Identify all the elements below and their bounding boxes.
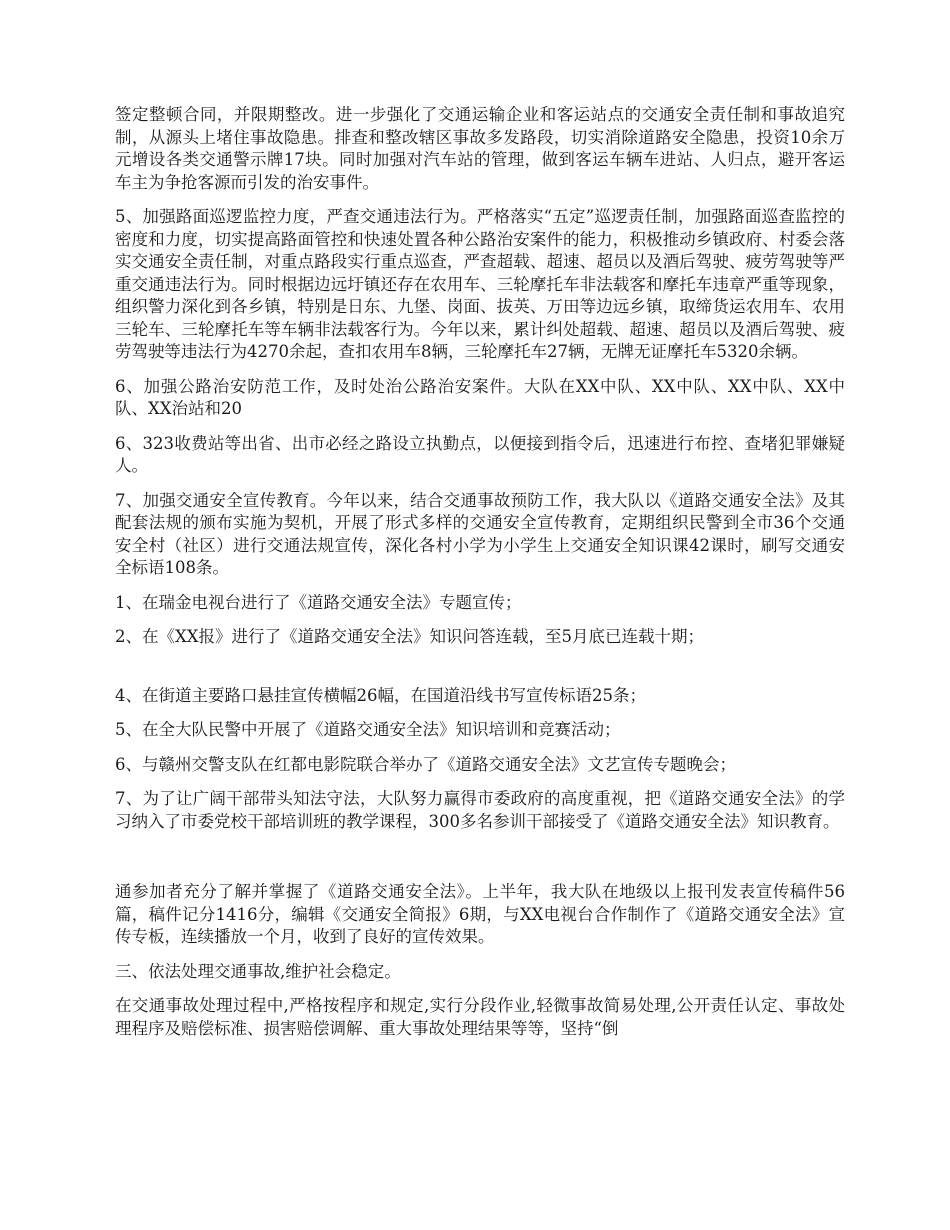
document-page [115,104,845,1052]
paragraph: 6、323收费站等出省、出市必经之路设立执勤点，以便接到指令后，迅速进行布控、查堵犯罪嫌疑人。 [115,433,845,475]
list-item: 6、与赣州交警支队在红都电影院联合举办了《道路交通安全法》文艺宣传专题晚会； [115,754,736,774]
paragraph: 签定整顿合同，并限期整改。进一步强化了交通运输企业和客运站点的交通安全责任制和事故追究制，从源头上堵住事故隐患。排查和整改辖区事故多发路段，切实消除道路安全隐患，投资10余万元增设各类交通警示牌17块。同时加强对汽车站的管理，做到客运车辆车进站、人归点，避开客运车主为争抢客源而引发的治安事件。 [115,105,845,192]
paragraph: 在交通事故处理过程中,严格按程序和规定,实行分段作业,轻微事故简易处理,公开责任认定、事故处理程序及赔偿标准、损害赔偿调解、重大事故处理结果等等，坚持“倒 [115,996,845,1038]
list-item: 1、在瑞金电视台进行了《道路交通安全法》专题宣传； [115,592,522,612]
section-heading: 三、依法处理交通事故,维护社会稳定。 [115,961,401,981]
list-item: 7、为了让广阔干部带头知法守法，大队努力赢得市委政府的高度重视，把《道路交通安全法》的学习纳入了市委党校干部培训班的教学课程，300多名参训干部接受了《道路交通安全法》知识教育。 [115,789,845,831]
blank-gap [115,661,845,685]
list-item: 4、在街道主要路口悬挂宣传横幅26幅，在国道沿线书写宣传标语25条； [115,685,646,705]
paragraph: 7、加强交通安全宣传教育。今年以来，结合交通事故预防工作，我大队以《道路交通安全法》及其配套法规的颁布实施为契机，开展了形式多样的交通安全宣传教育，定期组织民警到全市36个交通安全村（社区）进行交通法规宣传，深化各村小学为小学生上交通安全知识课42课时，刷写交通安全标语108条。 [115,490,845,577]
paragraph: 5、加强路面巡逻监控力度，严查交通违法行为。严格落实“五定”巡逻责任制，加强路面巡查监控的密度和力度，切实提高路面管控和快速处置各种公路治安案件的能力，积极推动乡镇政府、村委会落实交通安全责任制，对重点路段实行重点巡查，严查超载、超速、超员以及酒后驾驶、疲劳驾驶等严重交通违法行为。同时根据边远圩镇还存在农用车、三轮摩托车非法载客和摩托车违章严重等现象，组织警力深化到各乡镇，特别是日东、九堡、岗面、拔英、万田等边远乡镇，取缔货运农用车、农用三轮车、三轮摩托车等车辆非法载客行为。今年以来，累计纠处超载、超速、超员以及酒后驾驶、疲劳驾驶等违法行为4270余起，查扣农用车8辆，三轮摩托车27辆，无牌无证摩托车5320余辆。 [115,207,845,361]
paragraph: 通参加者充分了解并掌握了《道路交通安全法》。上半年，我大队在地级以上报刊发表宣传稿件56篇，稿件记分1416分，编辑《交通安全简报》6期，与XX电视台合作制作了《道路交通安全法》宣传专板，连续播放一个月，收到了良好的宣传效果。 [115,882,845,946]
blank-gap [115,845,845,881]
list-item: 5、在全大队民警中开展了《道路交通安全法》知识培训和竞赛活动； [115,720,621,739]
paragraph: 6、加强公路治安防范工作，及时处治公路治安案件。大队在XX中队、XX中队、XX中队、XX中队、XX治站和20 [115,376,845,418]
list-item: 2、在《XX报》进行了《道路交通安全法》知识问答连载，至5月底已连载十期； [115,627,704,646]
